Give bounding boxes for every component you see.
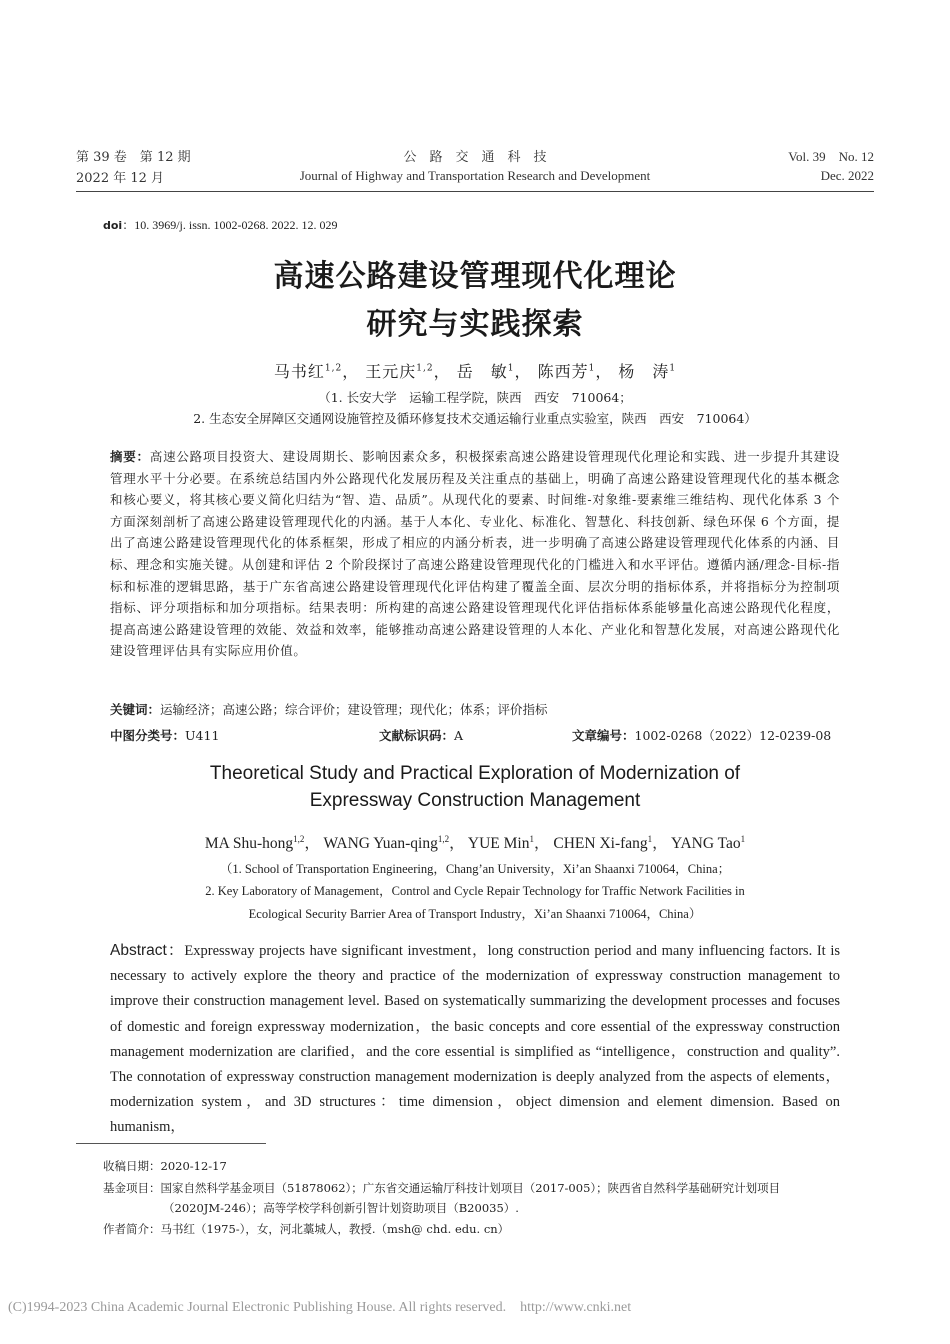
header-date-en: Dec. 2022 [820, 168, 874, 183]
header-rule [76, 191, 874, 192]
doi-line [103, 216, 338, 233]
affiliation-en-3: Ecological Security Barrier Area of Transport Industry，Xi’an Shaanxi 710064，China） [248, 907, 702, 921]
keywords-cn [110, 700, 840, 718]
author-cn-1: 马书红 [273, 362, 325, 381]
author-en-5: YANG Tao [670, 835, 741, 852]
author-cn-2: 王元庆 [365, 362, 417, 381]
keywords-cn-label: 关键词： [110, 702, 161, 717]
author-cn-3: 岳 敏 [456, 362, 508, 381]
author-cn-4: 陈西芳 [537, 362, 589, 381]
keywords-cn-text: 运输经济；高速公路；综合评价；建设管理；现代化；体系；评价指标 [160, 702, 548, 717]
footnote-fund-1: 基金项目：国家自然科学基金项目（51878062）；广东省交通运输厅科技计划项目（2017-005）；陕西省自然科学基础研究计划项目 [103, 1181, 781, 1195]
abstract-cn-text: 高速公路项目投资大、建设周期长、影响因素众多，积极探索高速公路建设管理现代化理论和实践、进一步提升其建设管理水平十分必要。在系统总结国内外公路现代化发展历程及关注重点的基础上，明确了高速公路建设管理现代化的基本概念和核心要义，将其核心要义简化归结为“智、造、品质”。从现代化的要素、时间维-对象维-要素维三维结构、现代化体系 3 个方面深刻剖析了高速公路建设管理现代化的内涵。基于人本化、专业化、标准化、智慧化、科技创新、绿色环保 6 个方面，提出了高速公路建设管理现代化的体系框架，形成了相应的内涵分析表，进一步明确了高速公路建设管理现代化体系的内涵、目标、理念和实施关键。从创建和评估 2 个阶段探讨了高速公路建设管理现代化的门槛进入和水平评估。遵循内涵/理念-目标-指标和标准的逻辑思路，基于广东省高速公路建设管理现代化评估构建了覆盖全面、层次分明的指标体系，并将指标分为控制项指标、评分项指标和加分项指标。结果表明：所构建的高速公路建设管理现代化评估指标体系能够量化高速公路现代化程度，提高高速公路建设管理的效能、效益和效率，能够推动高速公路建设管理的人本化、产业化和智慧化发展，对高速公路现代化建设管理评估具有实际应用价值。 [110, 449, 840, 659]
author-en-1: MA Shu-hong [204, 835, 294, 852]
header-journal-cn: 公 路 交 通 科 技 [403, 150, 547, 165]
affiliation-en-2: 2. Key Laboratory of Management，Control and Cycle Repair Technology for Traffic Network Facilities in [205, 884, 745, 898]
article-number: 文章编号：1002-0268（2022）12-0239-08 [572, 728, 832, 743]
clc-number: 中图分类号：U411 [110, 728, 220, 743]
affiliation-en-1: （1. School of Transportation Engineering，Chang’an University，Xi’an Shaanxi 710064，China； [219, 862, 731, 876]
title-en-line1: Theoretical Study and Practical Exploration of Modernization of [209, 763, 741, 784]
authors-en: MA Shu-hong$^{1,2}$， WANG Yuan-qing$^{1,2}$， YUE Min$^1$， CHEN Xi-fang$^1$， YANG Tao$^1$ [204, 833, 746, 852]
header-date-cn: 2022 年 12 月 [76, 171, 165, 186]
header-volume-issue: 第 39 卷 第 12 期 [76, 150, 191, 165]
author-cn-5: 杨 涛 [618, 362, 670, 381]
author-en-3: YUE Min [467, 835, 530, 852]
header-journal-en: Journal of Highway and Transportation Research and Development [299, 168, 651, 183]
header-vol-no: Vol. 39 No. 12 [788, 149, 874, 164]
abstract-cn-label: 摘要： [110, 449, 150, 464]
abstract-en-text: Expressway projects have significant investment，long construction period and many influencing factors. It is necessary to actively explore the theory and practice of the modernization of expressway construction management to improve their construction management level. Based on systematically summarizing the development processes and focuses of domestic and foreign expressway modernization，the basic concepts and core essential of the expressway construction management modernization are clarified，and the core essential is simplified as “intelligence，construction and quality”. The connotation of expressway construction management modernization is deeply analyzed from the aspects of elements，modernization system，and 3D structures：time dimension，object dimension and element dimension. Based on humanism， [110, 943, 841, 1136]
author-en-2: WANG Yuan-qing [323, 835, 438, 852]
authors-cn: 马书红$^{1,2}$， 王元庆$^{1,2}$， 岳 敏$^1$， 陈西芳$^1$， 杨 涛$^1$ [273, 362, 677, 381]
doi-label: doi [103, 219, 123, 232]
title-cn-line2: 研究与实践探索 [366, 307, 584, 342]
affiliation-cn-1: （1. 长安大学 运输工程学院，陕西 西安 710064； [318, 390, 632, 405]
document-code: 文献标识码：A [379, 728, 464, 743]
abstract-en-label: Abstract： [110, 942, 185, 959]
abstract-cn [110, 446, 840, 662]
footnote-received: 收稿日期：2020-12-17 [103, 1159, 227, 1173]
author-en-4: CHEN Xi-fang [553, 835, 648, 852]
abstract-en [110, 938, 840, 1141]
title-en-line2: Expressway Construction Management [309, 790, 641, 811]
affiliation-cn-2: 2. 生态安全屏障区交通网设施管控及循环修复技术交通运输行业重点实验室，陕西 西安 710064） [193, 411, 757, 426]
footnote-author: 作者简介：马书红（1975-），女，河北藁城人，教授.（msh@ chd. edu. cn） [103, 1222, 510, 1236]
title-cn-line1: 高速公路建设管理现代化理论 [273, 259, 677, 294]
footnote-rule [76, 1143, 266, 1144]
doi-value: ：10. 3969/j. issn. 1002-0268. 2022. 12. 029 [122, 218, 338, 232]
copyright-notice: (C)1994-2023 China Academic Journal Electronic Publishing House. All rights reserved. http://www.cnki.net [8, 1300, 632, 1315]
footnote-fund-2: （2020JM-246）；高等学校学科创新引智计划资助项目（B20035）. [163, 1201, 519, 1215]
